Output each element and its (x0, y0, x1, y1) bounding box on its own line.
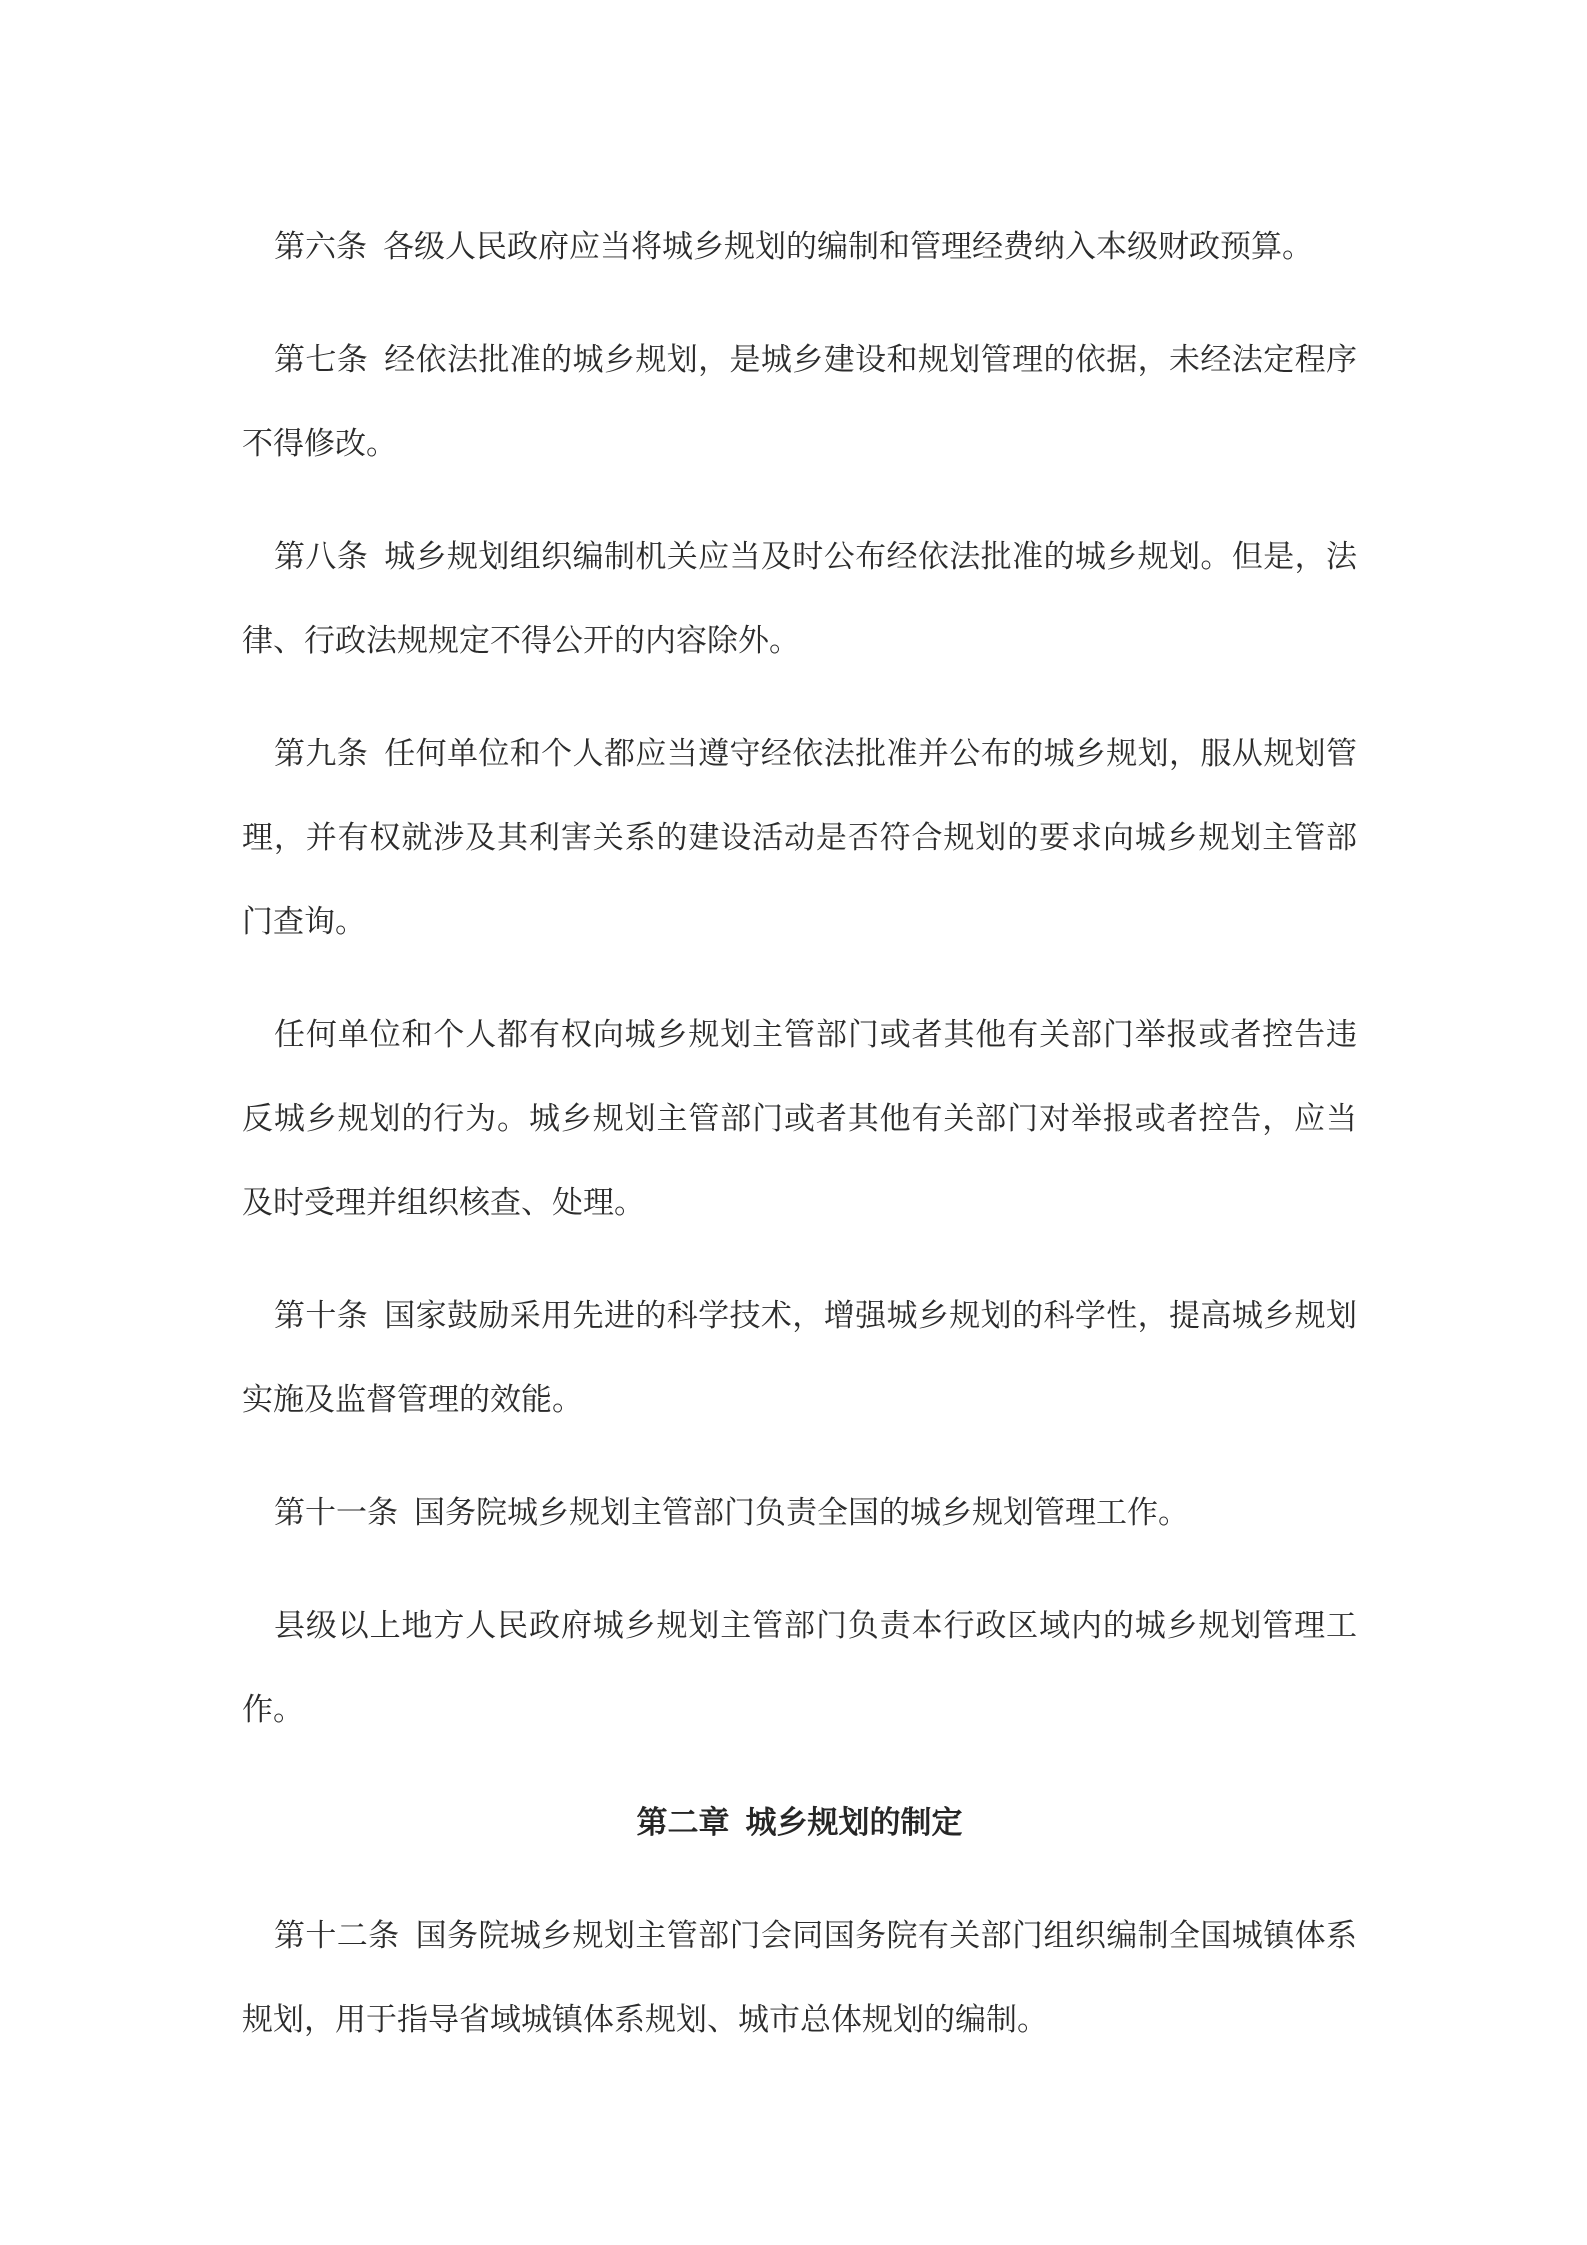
article-text: 县级以上地方人民政府城乡规划主管部门负责本行政区域内的城乡规划管理工作。 (242, 1608, 1357, 1728)
article-lead: 第七条 (274, 342, 369, 378)
article-10 (242, 1274, 1357, 1442)
article-11-para-2 (242, 1584, 1357, 1752)
article-text: 任何单位和个人都应当遵守经依法批准并公布的城乡规划，服从规划管理，并有权就涉及其利害关系的建设活动是否符合规划的要求向城乡规划主管部门查询。 (242, 736, 1358, 940)
article-text: 国务院城乡规划主管部门会同国务院有关部门组织编制全国城镇体系规划，用于指导省域城镇体系规划、城市总体规划的编制。 (242, 1918, 1357, 2038)
chapter-heading (242, 1781, 1357, 1865)
article-text: 各级人民政府应当将城乡规划的编制和管理经费纳入本级财政预算。 (383, 229, 1313, 265)
document-body (242, 205, 1357, 2091)
article-text: 国务院城乡规划主管部门负责全国的城乡规划管理工作。 (414, 1495, 1189, 1531)
article-text: 经依法批准的城乡规划，是城乡建设和规划管理的依据，未经法定程序不得修改。 (242, 342, 1358, 462)
article-lead: 第十一条 (274, 1495, 398, 1531)
article-text: 任何单位和个人都有权向城乡规划主管部门或者其他有关部门举报或者控告违反城乡规划的行为。城乡规划主管部门或者其他有关部门对举报或者控告，应当及时受理并组织核查、处理。 (242, 1017, 1357, 1221)
article-text: 城乡规划组织编制机关应当及时公布经依法批准的城乡规划。但是，法律、行政法规规定不得公开的内容除外。 (242, 539, 1358, 659)
article-lead: 第九条 (274, 736, 369, 772)
article-9-para-2 (242, 993, 1357, 1245)
article-9 (242, 712, 1357, 964)
article-11 (242, 1471, 1357, 1555)
article-lead: 第十条 (274, 1298, 369, 1334)
article-lead: 第八条 (274, 539, 369, 575)
chapter-number: 第二章 (636, 1805, 730, 1841)
article-text: 国家鼓励采用先进的科学技术，增强城乡规划的科学性，提高城乡规划实施及监督管理的效能。 (242, 1298, 1358, 1418)
article-lead: 第六条 (274, 229, 367, 265)
article-12 (242, 1894, 1357, 2062)
article-8 (242, 515, 1357, 683)
article-6 (242, 205, 1357, 289)
article-7 (242, 318, 1357, 486)
chapter-title: 城乡规划的制定 (745, 1805, 963, 1841)
article-lead: 第十二条 (274, 1918, 400, 1954)
